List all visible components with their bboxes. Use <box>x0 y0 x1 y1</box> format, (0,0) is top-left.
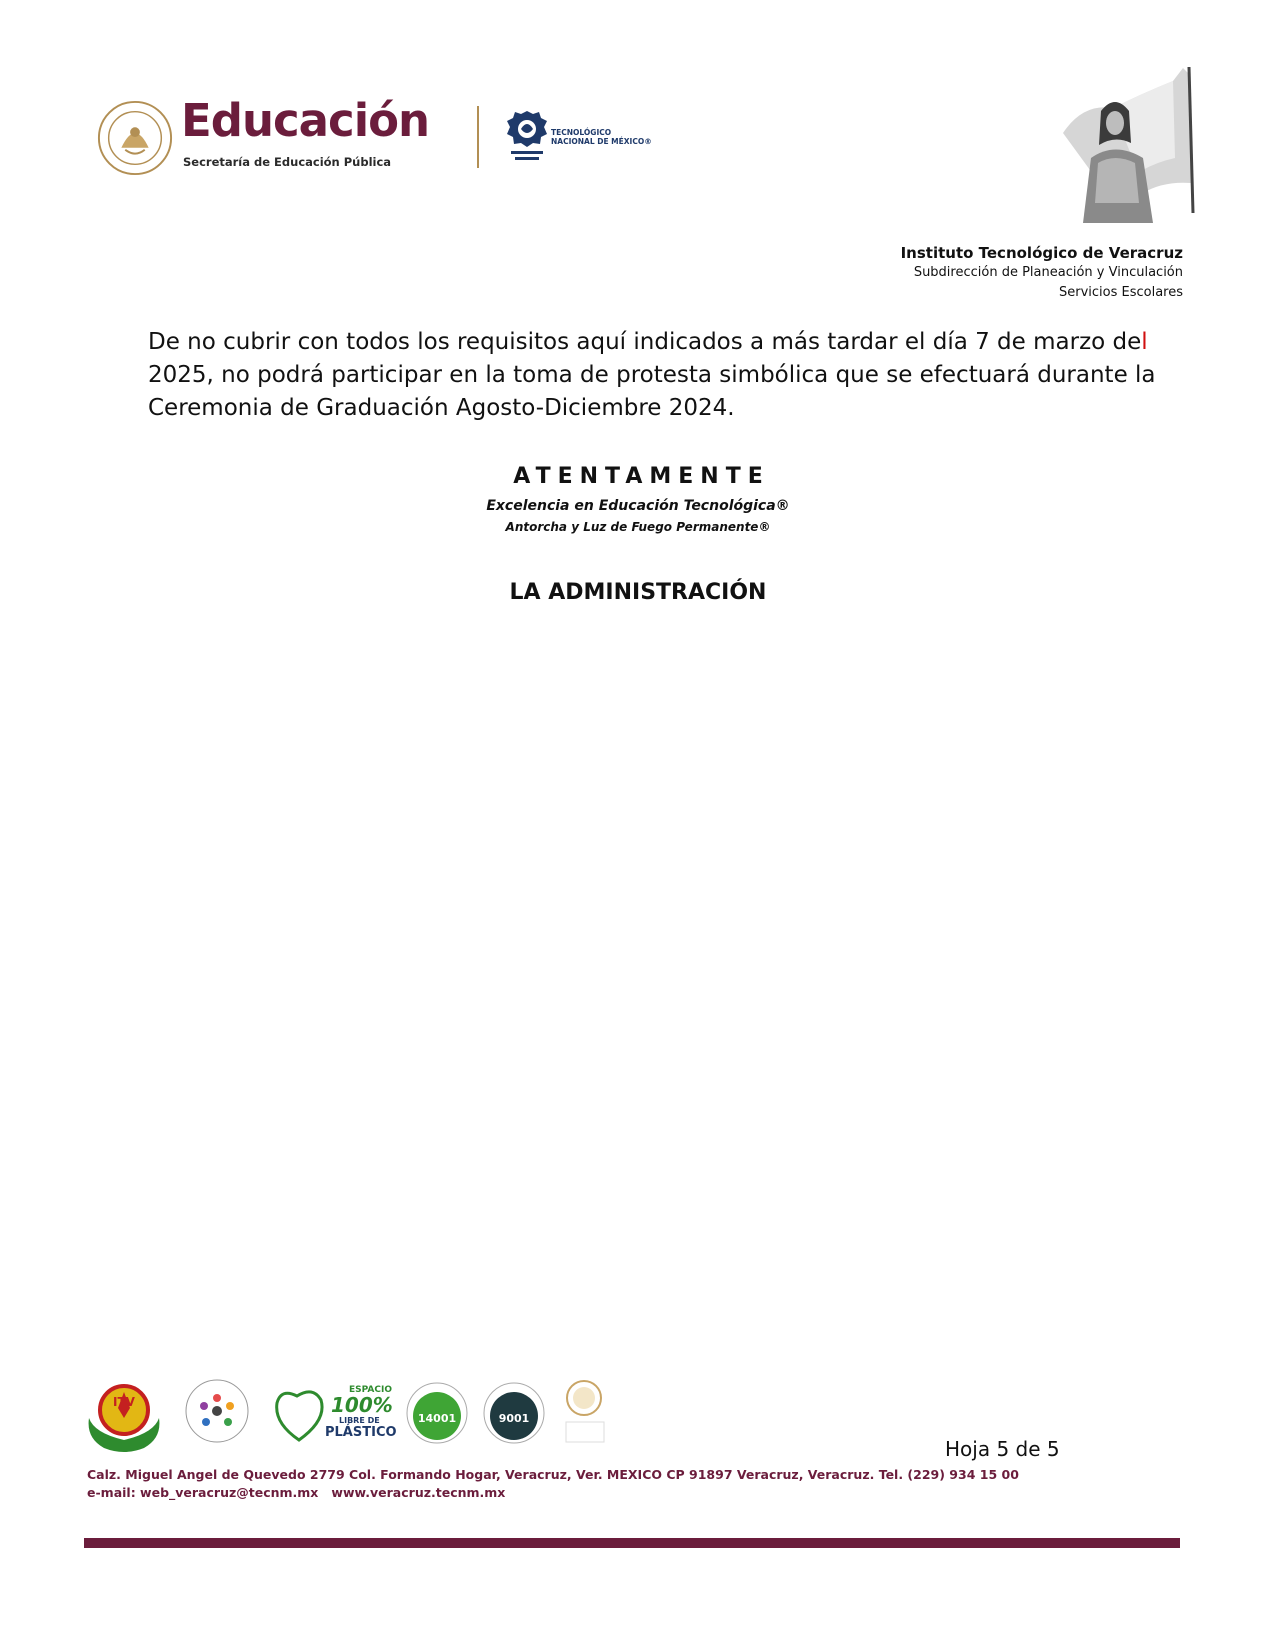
iso9001-text: 9001 <box>498 1412 530 1425</box>
closing-atentamente: ATENTAMENTE <box>513 464 770 489</box>
paragraph-main-text: De no cubrir con todos los requisitos aquí indicados a más tardar el día 7 de marzo de <box>148 329 1142 355</box>
woman-with-flag-illustration <box>1043 63 1203 225</box>
iso14001-text: 14001 <box>417 1412 457 1425</box>
tecnm-line2: NACIONAL DE MÉXICO® <box>551 137 652 146</box>
iso-14001-seal-icon <box>407 1383 467 1443</box>
iso-9001-seal-icon <box>484 1383 544 1443</box>
footer-address: Calz. Miguel Angel de Quevedo 2779 Col. Formando Hogar, Veracruz, Ver. MEXICO CP 91897 Veracruz, Veracruz. Tel. (229) 934 15 00 <box>87 1467 1019 1482</box>
brand-title: Educación <box>181 94 430 147</box>
distinction-badge-icon <box>566 1381 604 1442</box>
plastic-logo-line2: 100% <box>331 1393 393 1417</box>
motto-line-2: Antorcha y Luz de Fuego Permanente® <box>505 520 771 534</box>
motto-line-1: Excelencia en Educación Tecnológica® <box>486 498 790 514</box>
requirements-paragraph <box>148 326 1168 425</box>
tecnm-gear-icon <box>505 107 549 165</box>
subdireccion-name: Subdirección de Planeación y Vinculación <box>913 265 1183 280</box>
tecnm-line1: TECNOLÓGICO <box>551 128 612 137</box>
page-number: Hoja 5 de 5 <box>945 1437 1060 1461</box>
brand-subtitle: Secretaría de Educación Pública <box>183 155 392 169</box>
institution-name: Instituto Tecnológico de Veracruz <box>900 244 1183 262</box>
certification-logos <box>84 1378 644 1456</box>
paragraph-red-letter: l <box>1141 329 1148 355</box>
footer-color-bar <box>84 1538 1180 1548</box>
gender-equality-seal-icon <box>186 1380 248 1442</box>
paragraph-rest-text: 2025, no podrá participar en la toma de protesta simbólica que se efectuará durante la Ceremonia de Graduación Agosto-Diciembre 2024. <box>148 362 1156 421</box>
itv-emblem-icon <box>89 1386 160 1452</box>
itv-emblem-text: ITV <box>113 1395 135 1409</box>
plastic-logo-line4: PLÁSTICO <box>325 1425 397 1440</box>
plastic-logo-line1: ESPACIO <box>349 1385 392 1395</box>
department-name: Servicios Escolares <box>1058 285 1183 300</box>
signer-name: LA ADMINISTRACIÓN <box>509 580 767 605</box>
footer-contact: e-mail: web_veracruz@tecnm.mx www.veracruz.tecnm.mx <box>87 1485 506 1500</box>
plastic-logo-line3: LIBRE DE <box>339 1416 380 1425</box>
tecnm-wordmark <box>551 128 652 146</box>
logo-divider <box>477 106 479 168</box>
plastic-free-logo-icon <box>277 1385 397 1440</box>
mexico-coat-of-arms-icon <box>96 99 174 177</box>
